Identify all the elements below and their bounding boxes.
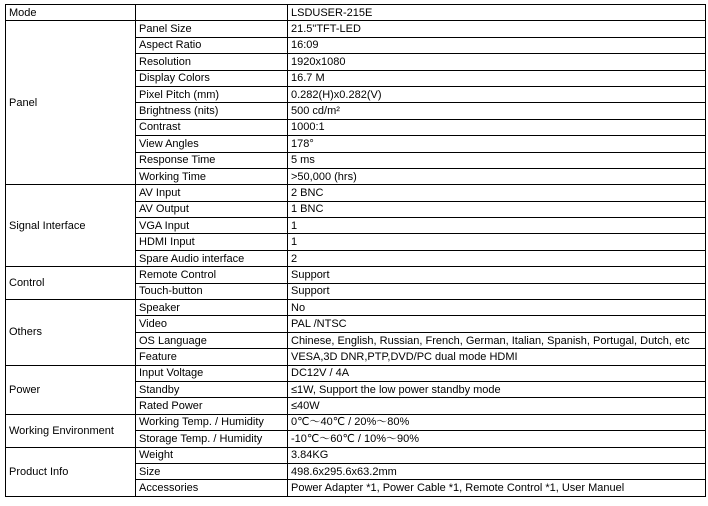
spec-label: Response Time	[136, 152, 288, 168]
spec-label: Brightness (nits)	[136, 103, 288, 119]
spec-label: Working Temp. / Humidity	[136, 414, 288, 430]
spec-value: Support	[288, 283, 706, 299]
spec-label: Touch-button	[136, 283, 288, 299]
spec-value: 16:09	[288, 37, 706, 53]
spec-value: 1	[288, 218, 706, 234]
spec-row	[6, 185, 706, 201]
spec-row	[6, 300, 706, 316]
spec-label: Resolution	[136, 54, 288, 70]
spec-value: 1000:1	[288, 119, 706, 135]
spec-value: ≤1W, Support the low power standby mode	[288, 381, 706, 397]
spec-label: Pixel Pitch (mm)	[136, 86, 288, 102]
spec-value: 2 BNC	[288, 185, 706, 201]
spec-label: VGA Input	[136, 218, 288, 234]
group-label: Power	[6, 365, 136, 414]
spec-label: Feature	[136, 349, 288, 365]
spec-label: View Angles	[136, 136, 288, 152]
group-label: Panel	[6, 21, 136, 185]
header-spacer	[136, 5, 288, 21]
header-row	[6, 5, 706, 21]
spec-value: DC12V / 4A	[288, 365, 706, 381]
spec-value: 16.7 M	[288, 70, 706, 86]
spec-label: Panel Size	[136, 21, 288, 37]
header-value: LSDUSER-215E	[288, 5, 706, 21]
spec-row	[6, 267, 706, 283]
spec-value: Chinese, English, Russian, French, German, Italian, Spanish, Portugal, Dutch, etc	[288, 332, 706, 348]
group-label: Control	[6, 267, 136, 300]
spec-label: Working Time	[136, 168, 288, 184]
spec-label: Standby	[136, 381, 288, 397]
spec-value: -10℃～60℃ / 10%～90%	[288, 431, 706, 447]
spec-label: Size	[136, 463, 288, 479]
spec-value: 21.5"TFT-LED	[288, 21, 706, 37]
spec-value: Support	[288, 267, 706, 283]
spec-value: 500 cd/m²	[288, 103, 706, 119]
spec-label: Rated Power	[136, 398, 288, 414]
spec-value: ≤40W	[288, 398, 706, 414]
spec-value: 2	[288, 250, 706, 266]
spec-value: 3.84KG	[288, 447, 706, 463]
spec-value: 1 BNC	[288, 201, 706, 217]
spec-label: Input Voltage	[136, 365, 288, 381]
spec-label: Video	[136, 316, 288, 332]
spec-table	[5, 4, 706, 497]
spec-label: Contrast	[136, 119, 288, 135]
spec-label: AV Output	[136, 201, 288, 217]
spec-row	[6, 365, 706, 381]
spec-value: 0.282(H)x0.282(V)	[288, 86, 706, 102]
spec-value: 1	[288, 234, 706, 250]
spec-value: >50,000 (hrs)	[288, 168, 706, 184]
header-label: Mode	[6, 5, 136, 21]
spec-value: 5 ms	[288, 152, 706, 168]
spec-value: 1920x1080	[288, 54, 706, 70]
group-label: Others	[6, 300, 136, 366]
spec-label: Weight	[136, 447, 288, 463]
spec-label: OS Language	[136, 332, 288, 348]
spec-value: VESA,3D DNR,PTP,DVD/PC dual mode HDMI	[288, 349, 706, 365]
spec-label: Remote Control	[136, 267, 288, 283]
spec-label: Spare Audio interface	[136, 250, 288, 266]
spec-value: 498.6x295.6x63.2mm	[288, 463, 706, 479]
spec-label: Accessories	[136, 480, 288, 496]
spec-label: HDMI Input	[136, 234, 288, 250]
spec-label: Display Colors	[136, 70, 288, 86]
spec-table-body	[6, 5, 706, 497]
spec-label: Speaker	[136, 300, 288, 316]
group-label: Product Info	[6, 447, 136, 496]
spec-value: No	[288, 300, 706, 316]
spec-value: Power Adapter *1, Power Cable *1, Remote Control *1, User Manuel	[288, 480, 706, 496]
spec-row	[6, 21, 706, 37]
spec-value: PAL /NTSC	[288, 316, 706, 332]
spec-row	[6, 447, 706, 463]
spec-value: 178°	[288, 136, 706, 152]
spec-label: Storage Temp. / Humidity	[136, 431, 288, 447]
spec-label: AV Input	[136, 185, 288, 201]
spec-value: 0℃～40℃ / 20%～80%	[288, 414, 706, 430]
spec-row	[6, 414, 706, 430]
group-label: Signal Interface	[6, 185, 136, 267]
group-label: Working Environment	[6, 414, 136, 447]
spec-label: Aspect Ratio	[136, 37, 288, 53]
